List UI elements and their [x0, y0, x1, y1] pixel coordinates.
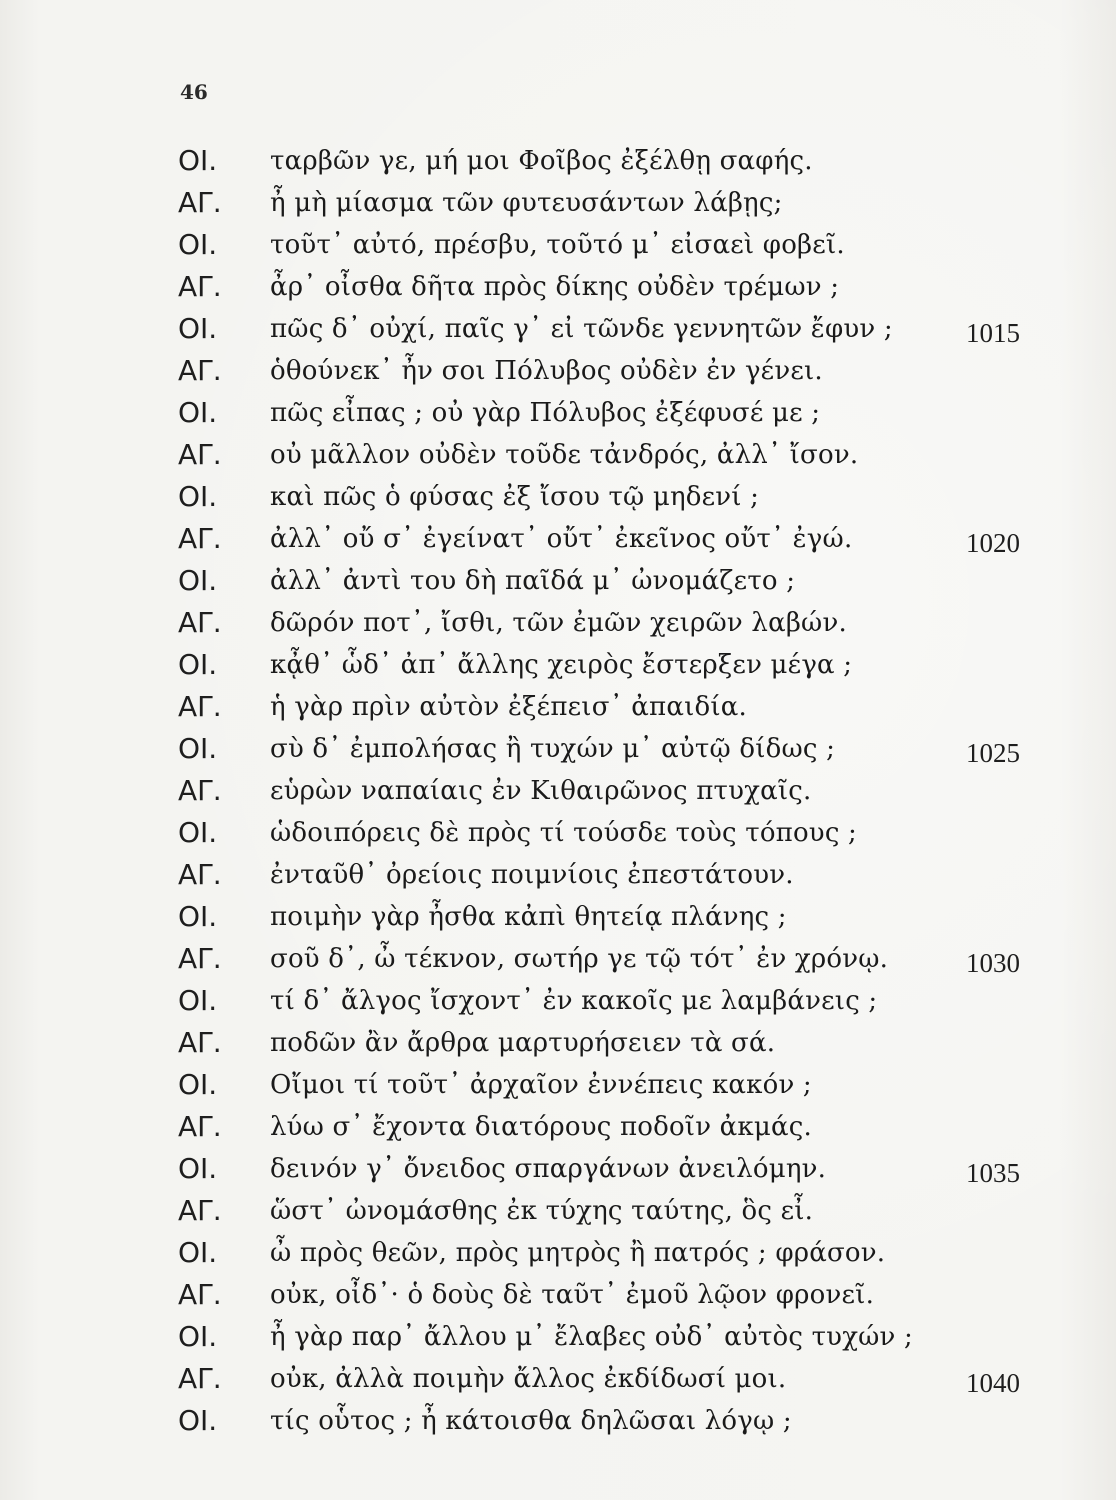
speaker-label: ΑΓ.: [178, 606, 222, 639]
verse-line: [0, 1190, 1116, 1232]
verse-line: [0, 938, 1116, 980]
speaker-label: ΟΙ.: [178, 1068, 218, 1101]
verse-line: [0, 896, 1116, 938]
speaker-label: ΟΙ.: [178, 1236, 218, 1269]
speaker-label: ΑΓ.: [178, 186, 222, 219]
speaker-label: ΑΓ.: [178, 1362, 222, 1395]
page-number: 46: [180, 80, 208, 104]
speaker-label: ΑΓ.: [178, 942, 222, 975]
speaker-label: ΑΓ.: [178, 858, 222, 891]
verse-text: ἐνταῦθ᾽ ὀρείοις ποιμνίοις ἐπεστάτουν.: [270, 860, 794, 890]
verse-line: [0, 1358, 1116, 1400]
speaker-label: ΑΓ.: [178, 690, 222, 723]
verse-text: εὑρὼν ναπαίαις ἐν Κιθαιρῶνος πτυχαῖς.: [270, 776, 812, 806]
verse-line: [0, 728, 1116, 770]
verse-line: [0, 392, 1116, 434]
verse-text: ἀλλ᾽ ἀντὶ του δὴ παῖδά μ᾽ ὠνομάζετο ;: [270, 566, 796, 596]
verse-line: [0, 182, 1116, 224]
verse-text: ἀλλ᾽ οὔ σ᾽ ἐγείνατ᾽ οὔτ᾽ ἐκεῖνος οὔτ᾽ ἐγώ.: [270, 524, 853, 554]
verse-text: ὡδοιπόρεις δὲ πρὸς τί τούσδε τοὺς τόπους ;: [270, 818, 858, 848]
verse-text: πῶς δ᾽ οὐχί, παῖς γ᾽ εἰ τῶνδε γεννητῶν ἔφυν ;: [270, 314, 893, 344]
verse-text: σὺ δ᾽ ἐμπολήσας ἢ τυχών μ᾽ αὐτῷ δίδως ;: [270, 734, 836, 764]
verse-lines: [0, 140, 1116, 1442]
line-number: 1035: [966, 1158, 1020, 1188]
verse-text: ἦ γὰρ παρ᾽ ἄλλου μ᾽ ἔλαβες οὐδ᾽ αὐτὸς τυχών ;: [270, 1322, 913, 1352]
verse-line: [0, 854, 1116, 896]
verse-line: [0, 1400, 1116, 1442]
speaker-label: ΟΙ.: [178, 900, 218, 933]
verse-line: [0, 1064, 1116, 1106]
verse-text: ποιμὴν γὰρ ἦσθα κἀπὶ θητείᾳ πλάνης ;: [270, 902, 787, 932]
verse-line: [0, 350, 1116, 392]
speaker-label: ΑΓ.: [178, 1110, 222, 1143]
verse-line: [0, 518, 1116, 560]
verse-line: [0, 602, 1116, 644]
speaker-label: ΟΙ.: [178, 312, 218, 345]
verse-text: κᾆθ᾽ ὧδ᾽ ἀπ᾽ ἄλλης χειρὸς ἔστερξεν μέγα ;: [270, 650, 853, 680]
line-number: 1040: [966, 1368, 1020, 1398]
speaker-label: ΟΙ.: [178, 648, 218, 681]
verse-line: [0, 140, 1116, 182]
verse-line: [0, 812, 1116, 854]
verse-line: [0, 770, 1116, 812]
speaker-label: ΑΓ.: [178, 270, 222, 303]
verse-text: καὶ πῶς ὁ φύσας ἐξ ἴσου τῷ μηδενί ;: [270, 482, 760, 512]
line-number: 1020: [966, 528, 1020, 558]
speaker-label: ΟΙ.: [178, 1320, 218, 1353]
verse-text: τί δ᾽ ἄλγος ἴσχοντ᾽ ἐν κακοῖς με λαμβάνεις ;: [270, 986, 878, 1016]
verse-text: δῶρόν ποτ᾽, ἴσθι, τῶν ἐμῶν χειρῶν λαβών.: [270, 608, 847, 638]
line-number: 1015: [966, 318, 1020, 348]
speaker-label: ΟΙ.: [178, 732, 218, 765]
verse-line: [0, 1316, 1116, 1358]
verse-line: [0, 224, 1116, 266]
verse-text: οὐ μᾶλλον οὐδὲν τοῦδε τἀνδρός, ἀλλ᾽ ἴσον.: [270, 440, 859, 470]
verse-line: [0, 1148, 1116, 1190]
verse-line: [0, 980, 1116, 1022]
verse-text: Οἴμοι τί τοῦτ᾽ ἀρχαῖον ἐννέπεις κακόν ;: [270, 1070, 812, 1100]
speaker-label: ΑΓ.: [178, 1278, 222, 1311]
verse-line: [0, 644, 1116, 686]
speaker-label: ΑΓ.: [178, 522, 222, 555]
verse-line: [0, 308, 1116, 350]
verse-text: οὐκ, ἀλλὰ ποιμὴν ἄλλος ἐκδίδωσί μοι.: [270, 1364, 787, 1394]
verse-line: [0, 1106, 1116, 1148]
line-number: 1030: [966, 948, 1020, 978]
verse-line: [0, 1274, 1116, 1316]
verse-text: ἡ γὰρ πρὶν αὐτὸν ἐξέπεισ᾽ ἀπαιδία.: [270, 692, 747, 722]
verse-line: [0, 434, 1116, 476]
verse-text: ὥστ᾽ ὠνομάσθης ἐκ τύχης ταύτης, ὃς εἶ.: [270, 1196, 814, 1226]
verse-line: [0, 560, 1116, 602]
speaker-label: ΑΓ.: [178, 354, 222, 387]
speaker-label: ΑΓ.: [178, 774, 222, 807]
verse-text: οὐκ, οἶδ᾽· ὁ δοὺς δὲ ταῦτ᾽ ἐμοῦ λῷον φρονεῖ.: [270, 1280, 875, 1310]
speaker-label: ΟΙ.: [178, 228, 218, 261]
verse-line: [0, 686, 1116, 728]
verse-text: ἦ μὴ μίασμα τῶν φυτευσάντων λάβῃς;: [270, 188, 783, 218]
verse-text: τοῦτ᾽ αὐτό, πρέσβυ, τοῦτό μ᾽ εἰσαεὶ φοβεῖ.: [270, 230, 845, 260]
verse-line: [0, 1022, 1116, 1064]
speaker-label: ΟΙ.: [178, 984, 218, 1017]
speaker-label: ΟΙ.: [178, 480, 218, 513]
speaker-label: ΟΙ.: [178, 816, 218, 849]
speaker-label: ΟΙ.: [178, 1404, 218, 1437]
verse-text: ὁθούνεκ᾽ ἦν σοι Πόλυβος οὐδὲν ἐν γένει.: [270, 356, 823, 386]
verse-line: [0, 1232, 1116, 1274]
speaker-label: ΑΓ.: [178, 1194, 222, 1227]
speaker-label: ΟΙ.: [178, 396, 218, 429]
verse-text: δεινόν γ᾽ ὄνειδος σπαργάνων ἀνειλόμην.: [270, 1154, 827, 1184]
verse-text: σοῦ δ᾽, ὦ τέκνον, σωτήρ γε τῷ τότ᾽ ἐν χρόνῳ.: [270, 944, 889, 974]
verse-line: [0, 476, 1116, 518]
speaker-label: ΑΓ.: [178, 438, 222, 471]
speaker-label: ΟΙ.: [178, 564, 218, 597]
verse-text: ἆρ᾽ οἶσθα δῆτα πρὸς δίκης οὐδὲν τρέμων ;: [270, 272, 840, 302]
speaker-label: ΟΙ.: [178, 1152, 218, 1185]
verse-text: ὦ πρὸς θεῶν, πρὸς μητρὸς ἢ πατρός ; φράσον.: [270, 1238, 886, 1268]
verse-text: ποδῶν ἂν ἄρθρα μαρτυρήσειεν τὰ σά.: [270, 1028, 776, 1058]
line-number: 1025: [966, 738, 1020, 768]
speaker-label: ΟΙ.: [178, 144, 218, 177]
verse-line: [0, 266, 1116, 308]
verse-text: τίς οὗτος ; ἦ κάτοισθα δηλῶσαι λόγῳ ;: [270, 1406, 792, 1436]
verse-text: ταρβῶν γε, μή μοι Φοῖβος ἐξέλθῃ σαφής.: [270, 146, 813, 176]
speaker-label: ΑΓ.: [178, 1026, 222, 1059]
verse-text: πῶς εἶπας ; οὐ γὰρ Πόλυβος ἐξέφυσέ με ;: [270, 398, 821, 428]
verse-text: λύω σ᾽ ἔχοντα διατόρους ποδοῖν ἀκμάς.: [270, 1112, 812, 1142]
